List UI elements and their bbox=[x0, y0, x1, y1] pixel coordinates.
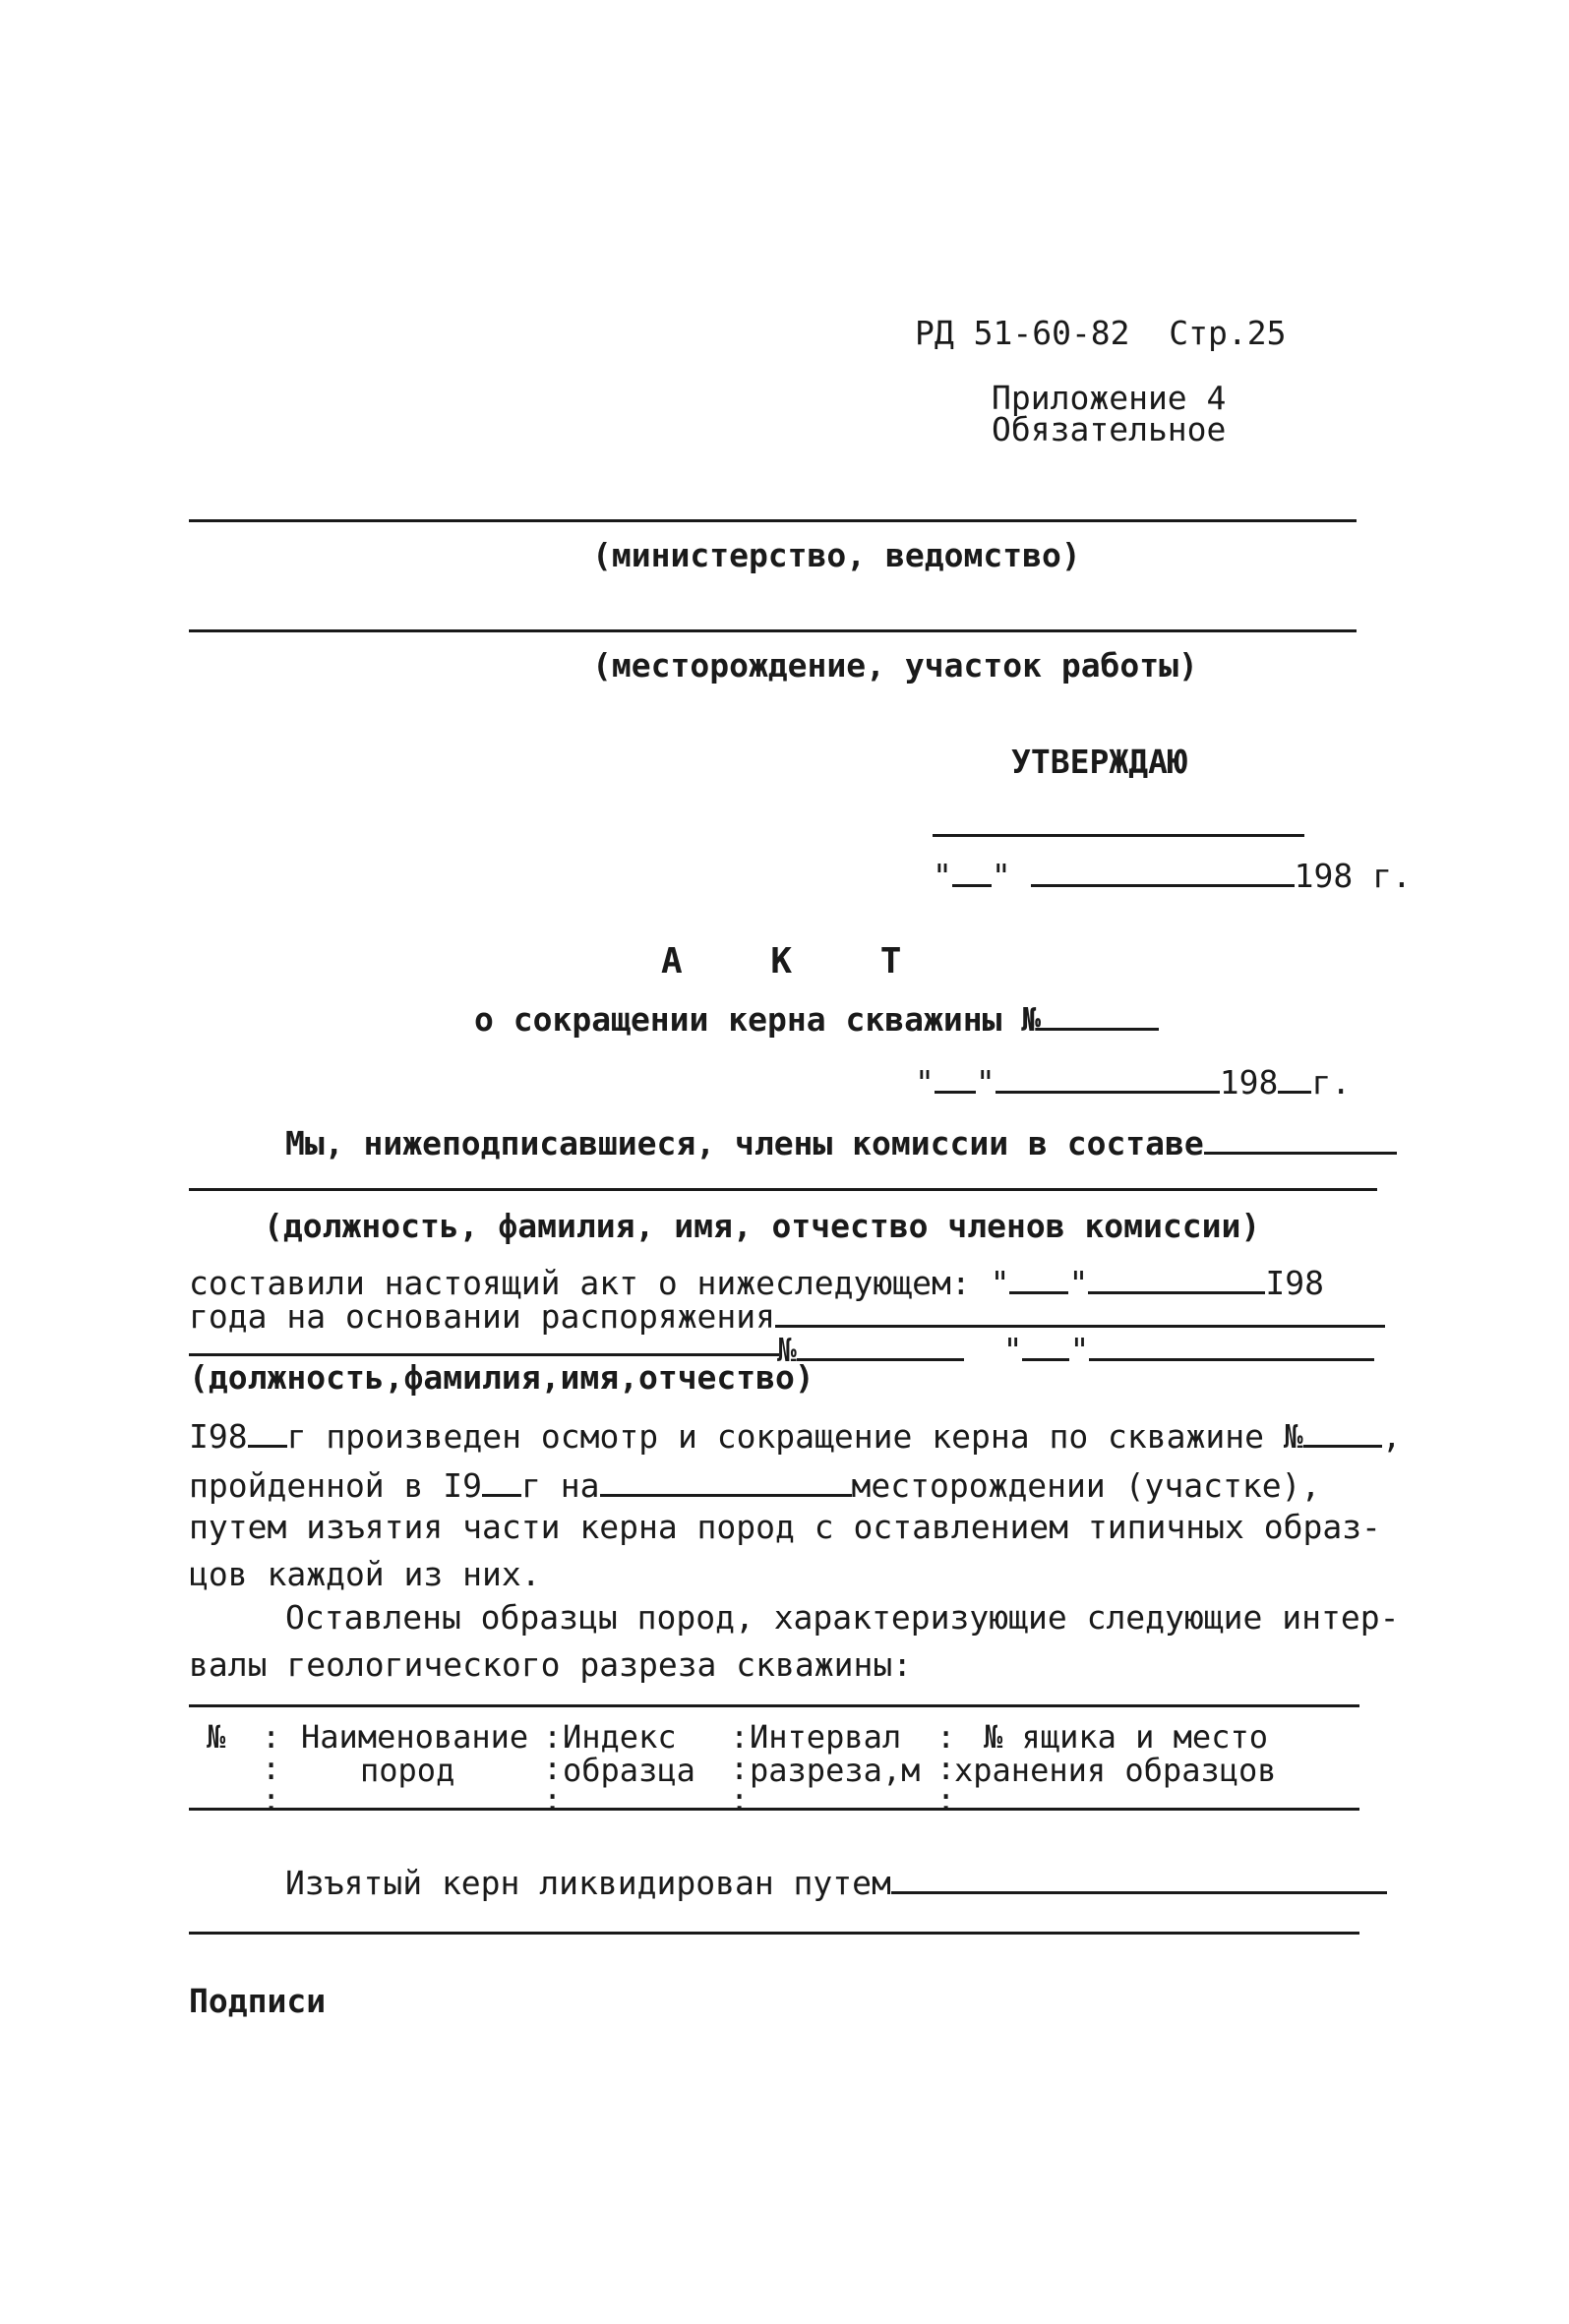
inspection-well-blank bbox=[1303, 1412, 1382, 1448]
members-blank bbox=[1204, 1119, 1397, 1155]
compiled-line: составили настоящий акт о нижеследующем: " " I98 bbox=[189, 1259, 1324, 1299]
act-subtitle bbox=[474, 995, 1159, 1039]
order-month-blank bbox=[1089, 1326, 1374, 1361]
approval-year: 198 г. bbox=[1294, 857, 1412, 895]
col-sample-index: Индекс bbox=[563, 1718, 677, 1756]
drilled-year-blank bbox=[482, 1461, 521, 1497]
act-date: " " 198 г. bbox=[915, 1058, 1351, 1099]
removal-line-2: цов каждой из них. bbox=[189, 1555, 541, 1593]
col-rock-name-2: пород bbox=[360, 1752, 455, 1789]
basis-text: года на основании распоряжения bbox=[189, 1297, 776, 1336]
day-blank bbox=[952, 852, 992, 887]
disposal-rule bbox=[189, 1932, 1359, 1935]
well-number-blank bbox=[1041, 995, 1159, 1031]
act-day-blank bbox=[935, 1058, 976, 1094]
col-sep-1: : : : bbox=[262, 1718, 281, 1818]
field-name-blank bbox=[600, 1461, 852, 1497]
act-year-blank bbox=[1278, 1058, 1311, 1094]
col-box-storage: № ящика и место bbox=[984, 1718, 1268, 1756]
inspection-line: I98 г произведен осмотр и сокращение керна по скважине № , bbox=[189, 1412, 1402, 1453]
act-year-suffix: г. bbox=[1311, 1063, 1352, 1102]
inspection-text: г произведен осмотр и сокращение керна по скважине № bbox=[286, 1417, 1303, 1456]
basis-blank bbox=[775, 1292, 1385, 1328]
person-caption: (должность,фамилия,имя,отчество) bbox=[189, 1358, 815, 1397]
drilled-prefix: пройденной в I9 bbox=[189, 1466, 483, 1505]
order-day-blank bbox=[1022, 1326, 1069, 1361]
compiled-month-blank bbox=[1088, 1259, 1265, 1294]
document-reference: РД 51-60-82 Стр.25 bbox=[915, 314, 1287, 352]
col-sep-3: : : : bbox=[730, 1718, 750, 1818]
approval-date bbox=[933, 852, 1412, 895]
disposal-line bbox=[285, 1859, 1387, 1902]
drilled-suffix: месторождении (участке), bbox=[851, 1466, 1321, 1505]
approval-signature-line bbox=[933, 834, 1304, 837]
members-caption: (должность, фамилия, имя, отчество членов комиссии) bbox=[264, 1207, 1261, 1245]
act-title: А К Т bbox=[661, 941, 935, 982]
members-text: Мы, нижеподписавшиеся, члены комиссии в составе bbox=[285, 1124, 1204, 1162]
quote-close: " bbox=[991, 857, 1011, 895]
col-number: № bbox=[207, 1718, 226, 1756]
act-month-blank bbox=[996, 1058, 1220, 1094]
act-subtitle-text: о сокращении керна скважины № bbox=[474, 1000, 1042, 1039]
col-sep-4: : : : bbox=[936, 1718, 956, 1818]
compiled-day-blank bbox=[1009, 1259, 1068, 1294]
compiled-year: I98 bbox=[1265, 1264, 1324, 1302]
col-sample-index-2: образца bbox=[563, 1752, 695, 1789]
field-caption: (месторождение, участок работы) bbox=[592, 646, 1198, 685]
person-rule bbox=[189, 1353, 779, 1356]
disposal-text: Изъятый керн ликвидирован путем bbox=[285, 1864, 891, 1902]
members-rule bbox=[189, 1188, 1377, 1191]
order-number-blank bbox=[797, 1326, 964, 1361]
appendix-status: Обязательное bbox=[992, 410, 1227, 448]
samples-line-2: валы геологического разреза скважины: bbox=[189, 1645, 913, 1684]
quote-open: " bbox=[933, 857, 952, 895]
col-sep-2: : : : bbox=[543, 1718, 563, 1818]
approval-label: УТВЕРЖДАЮ bbox=[1011, 743, 1187, 781]
order-line: № " " bbox=[777, 1326, 1374, 1366]
field-line bbox=[189, 629, 1357, 632]
ministry-line bbox=[189, 519, 1357, 522]
signatures-label: Подписи bbox=[189, 1982, 327, 2020]
col-box-storage-2: хранения образцов bbox=[954, 1752, 1277, 1789]
samples-line-1: Оставлены образцы пород, характеризующие следующие интер- bbox=[285, 1598, 1400, 1637]
order-number-sign: № bbox=[777, 1331, 797, 1369]
table-bottom-rule bbox=[189, 1808, 1359, 1811]
appendix-label: Приложение 4 bbox=[992, 379, 1227, 417]
table-top-rule bbox=[189, 1704, 1359, 1707]
col-interval-2: разреза,м bbox=[750, 1752, 921, 1789]
ministry-caption: (министерство, ведомство) bbox=[592, 536, 1081, 574]
act-year: 198 bbox=[1219, 1063, 1279, 1102]
col-interval: Интервал bbox=[750, 1718, 902, 1756]
drilled-line bbox=[189, 1461, 1321, 1505]
month-blank bbox=[1031, 852, 1295, 887]
removal-line-1: путем изъятия части керна пород с оставлением типичных образ- bbox=[189, 1508, 1381, 1546]
drilled-mid: г на bbox=[521, 1466, 600, 1505]
col-rock-name: Наименование bbox=[301, 1718, 529, 1756]
compiled-text: составили настоящий акт о нижеследующем: " bbox=[189, 1264, 1010, 1302]
inspection-year-blank bbox=[248, 1412, 287, 1448]
members-line bbox=[285, 1119, 1397, 1160]
inspection-year: I98 bbox=[189, 1417, 248, 1456]
disposal-blank bbox=[891, 1859, 1387, 1894]
